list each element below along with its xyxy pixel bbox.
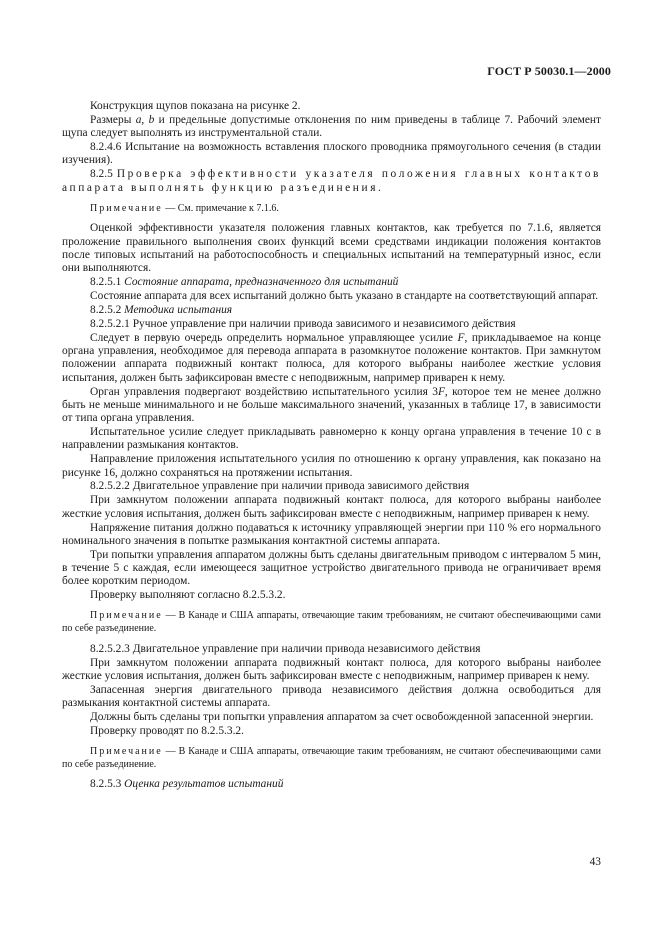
paragraph: 8.2.4.6 Испытание на возможность вставления плоского проводника прямоугольного сечения (в стадии изучения). [62,141,601,167]
paragraph: 8.2.5.2.1 Ручное управление при наличии привода зависимого и независимого действия [90,317,516,330]
paragraph: Следует в первую очередь определить нормальное управляющее усилие F, прикладываемое на конце органа управления, необходимое для перевода аппарата в разомкнутое положение контактов. При замкнутом положении аппарата подвижный контакт полюса, для которого выбраны наиболее жесткие условия испытания, должен быть зафиксирован вместе с неподвижным, например приварен к нему. [62,331,601,384]
section-heading: 8.2.5 Проверка эффективности указателя положения главных контактов аппарата выполнять функцию разъединения. [62,168,601,194]
body-text [62,100,601,792]
note: Примечание — В Канаде и США аппараты, отвечающие таким требованиям, не считают обеспечивающими сами по себе разъединение. [62,746,601,770]
paragraph: Три попытки управления аппаратом должны быть сделаны двигательным приводом с интервалом 5 мин, в течение 5 с каждая, если имеющееся защитное устройство двигательного привода не ограничивает время более коротким периодом. [62,548,601,588]
paragraph: При замкнутом положении аппарата подвижный контакт полюса, для которого выбраны наиболее жесткие условия испытания, должен быть зафиксирован вместе с неподвижным, например приварен к нему. [62,494,601,520]
paragraph: Проверку выполняют согласно 8.2.5.3.2. [90,589,286,602]
subsection-heading: 8.2.5.3 Оценка результатов испытаний [90,778,284,791]
note: Примечание — В Канаде и США аппараты, отвечающие таким требованиям, не считают обеспечивающими сами по себе разъединение. [62,610,601,635]
subsection-heading: 8.2.5.1 Состояние аппарата, предназначенного для испытаний [90,276,399,289]
paragraph: 8.2.5.2.3 Двигательное управление при наличии привода независимого действия [90,642,481,655]
page-number: 43 [589,856,601,868]
paragraph: Оценкой эффективности указателя положения главных контактов, как требуется по 7.1.6, является проложение правильного выполнения своих функций всеми средствами индикации положения контактов после типовых испытаний на работоспособность и специальных испытаний на температурный износ, если они выполняются. [62,222,601,275]
paragraph: Состояние аппарата для всех испытаний должно быть указано в стандарте на соответствующий аппарат. [90,290,599,303]
standard-header: ГОСТ Р 50030.1—2000 [487,64,611,78]
subsection-heading: 8.2.5.2 Методика испытания [90,304,233,317]
paragraph: Напряжение питания должно подаваться к источнику управляющей энергии при 110 % его нормального номинального значения в попытке размыкания контактной системы аппарата. [62,521,601,547]
paragraph: Испытательное усилие следует прикладывать равномерно к концу органа управления в течение 10 с в направлении размыкания контактов. [62,426,601,452]
paragraph: Должны быть сделаны три попытки управления аппаратом за счет освобожденной запасенной энергии. [90,710,594,723]
paragraph: Запасенная энергия двигательного привода независимого действия должна освободиться для размыкания контактной системы аппарата. [62,683,601,710]
paragraph: При замкнутом положении аппарата подвижный контакт полюса, для которого выбраны наиболее жесткие условия испытания, должен быть зафиксирован вместе с неподвижным, например приварен к нему. [62,656,601,682]
paragraph: Конструкция щупов показана на рисунке 2. [90,100,301,112]
paragraph: Орган управления подвергают воздействию испытательного усилия 3F, которое тем не менее должно быть не меньше минимального и не больше максимального значений, указанных в таблице 17, в зависимости от типа органа управления. [62,385,601,425]
paragraph: Направление приложения испытательного усилия по отношению к органу управления, как показано на рисунке 16, должно сохраняться на протяжении испытания. [62,453,601,479]
paragraph: Размеры a, b и предельные допустимые отклонения по ним приведены в таблице 7. Рабочий элемент щупа следует выполнять из инструментальной стали. [62,113,601,140]
note: Примечание — См. примечание к 7.1.6. [90,202,279,214]
paragraph: Проверку проводят по 8.2.5.3.2. [90,724,244,737]
paragraph: 8.2.5.2.2 Двигательное управление при наличии привода зависимого действия [90,480,470,493]
